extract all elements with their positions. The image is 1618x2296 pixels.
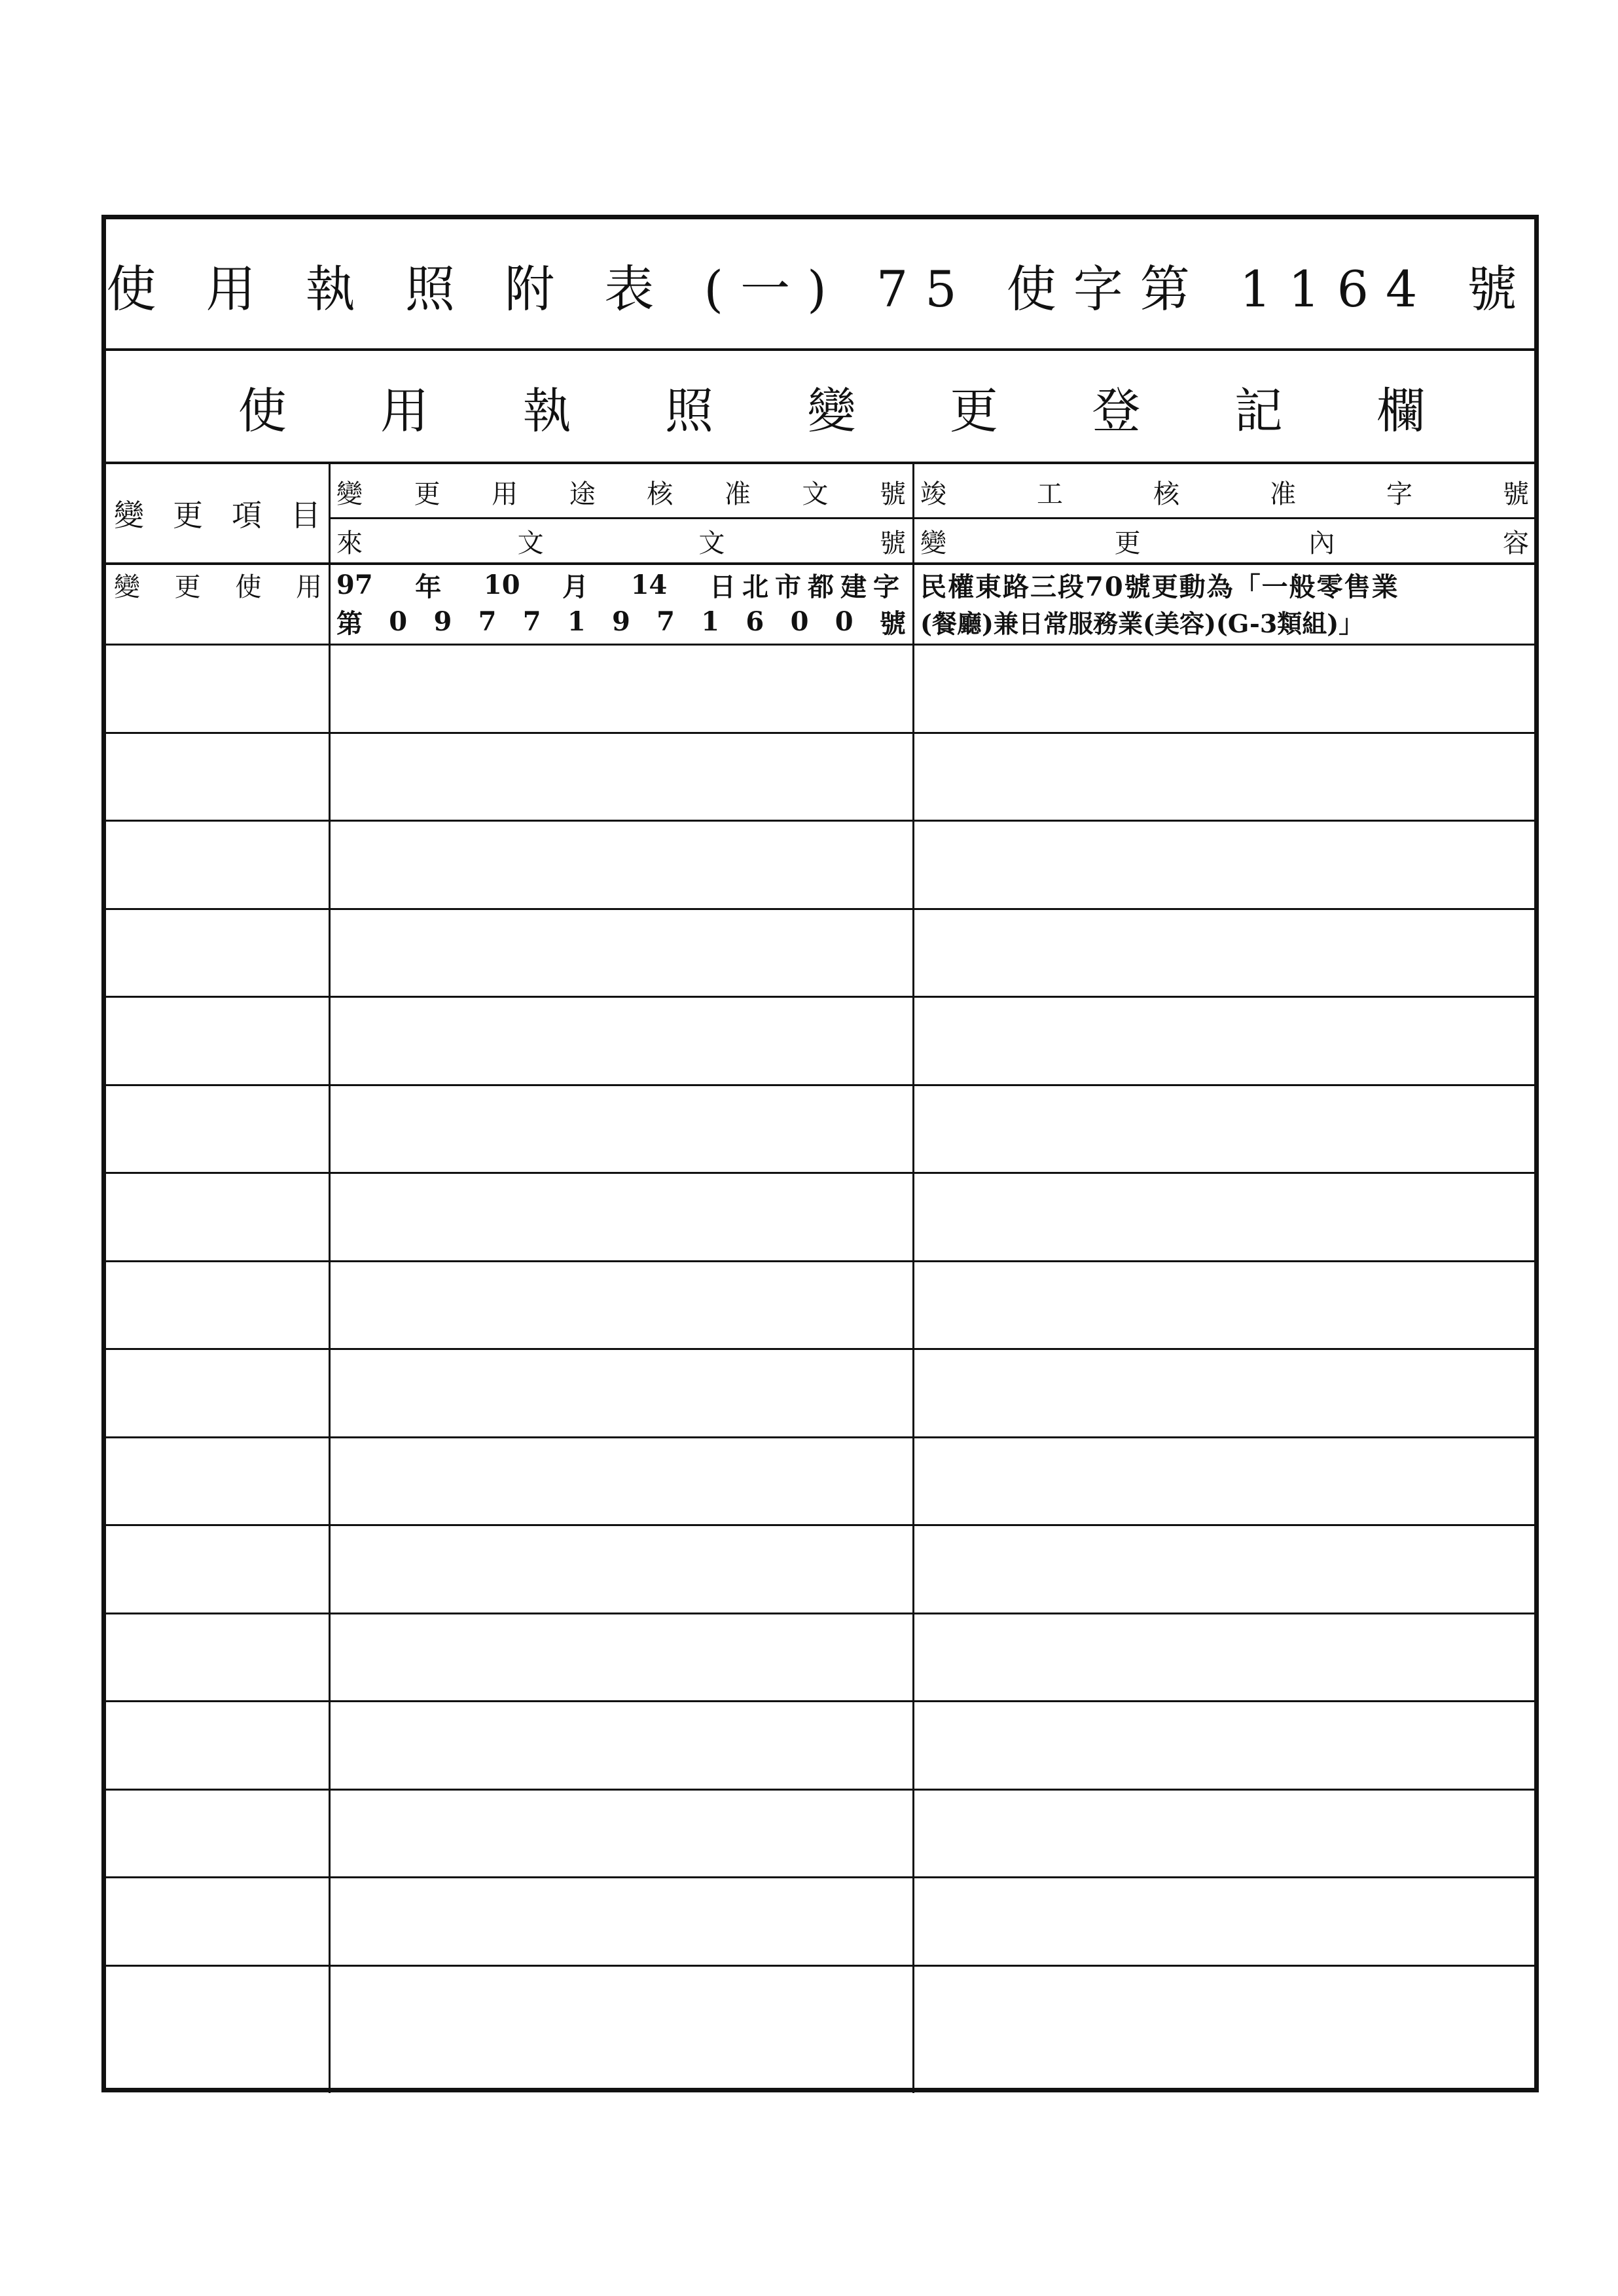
entry-text: 7 [478, 606, 497, 637]
entry-text: 月 [562, 571, 589, 602]
entry-text: 10 [483, 569, 520, 600]
row-divider [106, 1084, 1534, 1086]
row-divider [106, 908, 1534, 910]
header-char: 文 [698, 528, 725, 558]
header-char: 核 [1153, 479, 1179, 509]
row-divider [106, 820, 1534, 822]
heading-char: 使 [238, 382, 287, 439]
entry-text: 7 [656, 606, 675, 637]
heading-char: 登 [1092, 382, 1141, 439]
divider [106, 348, 1534, 351]
header-char: 更 [414, 479, 440, 509]
row-divider [106, 1436, 1534, 1438]
header-char: 號 [879, 528, 906, 558]
header-char: 用 [492, 479, 518, 509]
entry-text: 0 [790, 606, 809, 637]
header-char: 項 [232, 498, 262, 533]
header-approval-doc-no [336, 465, 906, 518]
column-divider [912, 463, 914, 2093]
entry-char: 使 [235, 572, 262, 602]
entry-text: 14 [630, 569, 668, 600]
heading-char: 用 [380, 382, 429, 439]
entry-char: 用 [295, 572, 322, 602]
row-divider [106, 1876, 1534, 1878]
entry-text: 97 [336, 569, 373, 600]
header-char: 更 [173, 498, 203, 533]
entry-char: 更 [174, 572, 201, 602]
entry-text: 6 [746, 606, 764, 637]
row-divider [106, 1965, 1534, 1967]
heading-char: 照 [665, 382, 714, 439]
row-divider [106, 996, 1534, 998]
header-char: 文 [802, 479, 829, 509]
entry-text: 0 [389, 606, 408, 637]
usage-permit-table [101, 215, 1539, 2092]
entry-text: 9 [433, 606, 452, 637]
header-incoming-doc-no [336, 519, 906, 562]
header-char: 變 [114, 498, 144, 533]
header-char: 字 [1386, 479, 1412, 509]
entry-change-item [114, 566, 322, 603]
header-char: 號 [1503, 479, 1529, 509]
header-char: 變 [920, 528, 946, 558]
header-change-content [920, 519, 1529, 562]
heading-char: 記 [1234, 382, 1283, 439]
row-divider [106, 732, 1534, 734]
header-char: 號 [879, 479, 906, 509]
heading-char: 執 [522, 382, 571, 439]
entry-text: 第 [336, 608, 363, 639]
entry-text: 9 [612, 606, 630, 637]
divider [106, 562, 1534, 565]
header-char: 目 [291, 498, 321, 533]
heading-char: 變 [807, 382, 856, 439]
entry-doc-line-2 [336, 603, 906, 640]
column-divider [329, 463, 331, 2093]
header-char: 變 [336, 479, 363, 509]
entry-text: 7 [522, 606, 541, 637]
row-divider [106, 1524, 1534, 1526]
header-completion-no [920, 465, 1529, 518]
entry-text: 號 [879, 608, 906, 639]
header-char: 更 [1114, 528, 1141, 558]
entry-content-line-2: (餐廳)兼日常服務業(美容)(G-3類組)」 [920, 608, 1364, 638]
row-divider [106, 1348, 1534, 1350]
header-char: 文 [517, 528, 544, 558]
header-char: 工 [1037, 479, 1063, 509]
entry-text: 0 [835, 606, 854, 637]
entry-doc-line-1 [336, 566, 906, 603]
entry-text: 年 [415, 571, 442, 602]
header-char: 准 [724, 479, 751, 509]
header-change-item [114, 464, 321, 562]
header-char: 途 [569, 479, 596, 509]
entry-char: 變 [114, 572, 140, 602]
row-divider [106, 1613, 1534, 1614]
entry-text: 1 [567, 606, 586, 637]
row-divider [106, 1789, 1534, 1791]
entry-content-line-1: 民權東路三段70號更動為「一般零售業 [920, 571, 1399, 602]
header-char: 竣 [920, 479, 946, 509]
entry-text: 1 [701, 606, 720, 637]
heading-char: 更 [949, 382, 998, 439]
permit-title: 使 用 執 照 附 表 (一) 75 使字第 1164 號 [106, 259, 1534, 318]
row-divider [106, 1260, 1534, 1262]
row-divider [106, 1172, 1534, 1174]
header-char: 內 [1308, 528, 1335, 558]
row-divider [106, 644, 1534, 646]
header-char: 來 [336, 528, 363, 558]
entry-text: 日北市都建字 [709, 571, 906, 602]
heading-char: 欄 [1376, 382, 1426, 439]
header-char: 准 [1270, 479, 1296, 509]
section-heading [106, 352, 1534, 462]
header-char: 核 [647, 479, 674, 509]
header-char: 容 [1502, 528, 1529, 558]
row-divider [106, 1700, 1534, 1702]
